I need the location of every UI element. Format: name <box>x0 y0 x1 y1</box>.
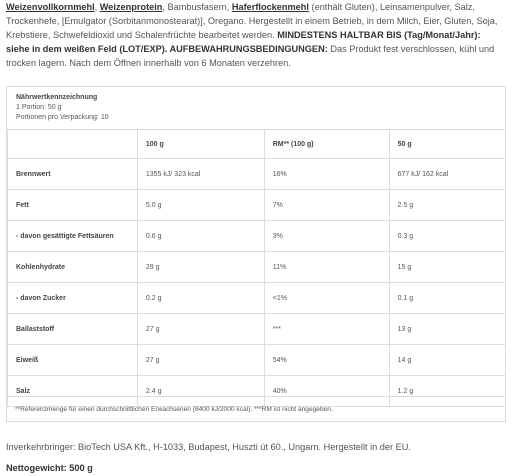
nutrition-table <box>7 129 505 407</box>
table-row <box>8 190 506 221</box>
value-rm: <1% <box>264 283 389 314</box>
nutrient-name: - davon Zucker <box>8 283 138 314</box>
value-per-50g: 14 g <box>389 345 505 376</box>
storage-heading: MINDESTENS HALTBAR BIS (Tag/Monat/Jahr): siehe in dem weißen Feld (LOT/EXP). AUFBEWAHRUNGSBEDINGUNGEN: <box>6 30 481 54</box>
value-rm: 40% <box>264 376 389 407</box>
net-weight: Nettogewicht: 500 g <box>6 463 93 473</box>
value-per-50g: 0.1 g <box>389 283 505 314</box>
value-per-50g: 2.5 g <box>389 190 505 221</box>
ingredient-highlight: Weizenprotein <box>99 2 163 12</box>
nutrient-name: Kohlenhydrate <box>8 252 138 283</box>
table-header-row <box>8 130 506 159</box>
distributor-info: Inverkehrbringer: BioTech USA Kft., H-1033, Budapest, Huszti út 60., Ungarn. Hergestellt in der EU. <box>6 442 411 452</box>
nutrient-name: Salz <box>8 376 138 407</box>
table-row <box>8 345 506 376</box>
storage-text: Das Produkt fest verschlossen, kühl und trocken lagern. Nach dem Öffnen innerhalb von 6 Monaten verzehren. <box>6 44 495 68</box>
table-row <box>8 314 506 345</box>
column-header: RM** (100 g) <box>264 130 389 159</box>
nutrient-name: Eiweiß <box>8 345 138 376</box>
ingredients-text <box>6 0 506 70</box>
value-per-100g: 27 g <box>137 345 264 376</box>
nutrition-title: Nährwertkennzeichnung <box>16 94 98 101</box>
value-per-100g: 2.4 g <box>137 376 264 407</box>
ingredient-highlight: Haferflockenmehl <box>231 2 309 12</box>
value-per-100g: 27 g <box>137 314 264 345</box>
nutrient-name: Ballaststoff <box>8 314 138 345</box>
value-per-50g: 1.2 g <box>389 376 505 407</box>
ingredient-separator: , Bambusfasern, <box>162 2 232 12</box>
nutrient-name: - davon gesättigte Fettsäuren <box>8 221 138 252</box>
portions-per-pack: Portionen pro Verpackung: 10 <box>16 114 109 121</box>
value-per-50g: 677 kJ/ 162 kcal <box>389 159 505 190</box>
nutrient-name: Fett <box>8 190 138 221</box>
column-header: 100 g <box>137 130 264 159</box>
ingredient-separator: , <box>94 2 100 12</box>
value-per-100g: 0.6 g <box>137 221 264 252</box>
ingredient-text: (enthält Gluten), Leinsamenpulver, Salz, Trockenhefe, [Emulgator (Sorbitanmonostearat)], Oregano. Hergestellt in einem Betrieb, in dem Milch, Eier, Gluten, Soja, Krebstiere, Schwefeldioxid und Schalenfrüchte bearbeitet werden. <box>6 2 498 40</box>
table-row <box>8 221 506 252</box>
value-per-100g: 1355 kJ/ 323 kcal <box>137 159 264 190</box>
value-per-100g: 5.0 g <box>137 190 264 221</box>
nutrition-panel <box>6 86 506 422</box>
value-per-50g: 0.3 g <box>389 221 505 252</box>
table-row <box>8 159 506 190</box>
reference-footnote: **Referenzmenge für einen durchschnittlichen Erwachsenen (8400 kJ/2000 kcal). ***RM ist nicht angegeben. <box>7 396 505 422</box>
nutrition-header <box>16 93 109 123</box>
column-header: 50 g <box>389 130 505 159</box>
table-row <box>8 252 506 283</box>
value-rm: 3% <box>264 221 389 252</box>
column-header <box>8 130 138 159</box>
ingredient-highlight: Weizenvollkornmehl <box>6 2 95 12</box>
value-per-50g: 13 g <box>389 314 505 345</box>
value-rm: 16% <box>264 159 389 190</box>
nutrient-name: Brennwert <box>8 159 138 190</box>
value-per-100g: 29 g <box>137 252 264 283</box>
value-rm: 54% <box>264 345 389 376</box>
portion-size: 1 Portion: 50 g <box>16 104 62 111</box>
value-rm: 11% <box>264 252 389 283</box>
value-per-50g: 15 g <box>389 252 505 283</box>
value-per-100g: 0.2 g <box>137 283 264 314</box>
table-row <box>8 283 506 314</box>
value-rm: *** <box>264 314 389 345</box>
value-rm: 7% <box>264 190 389 221</box>
